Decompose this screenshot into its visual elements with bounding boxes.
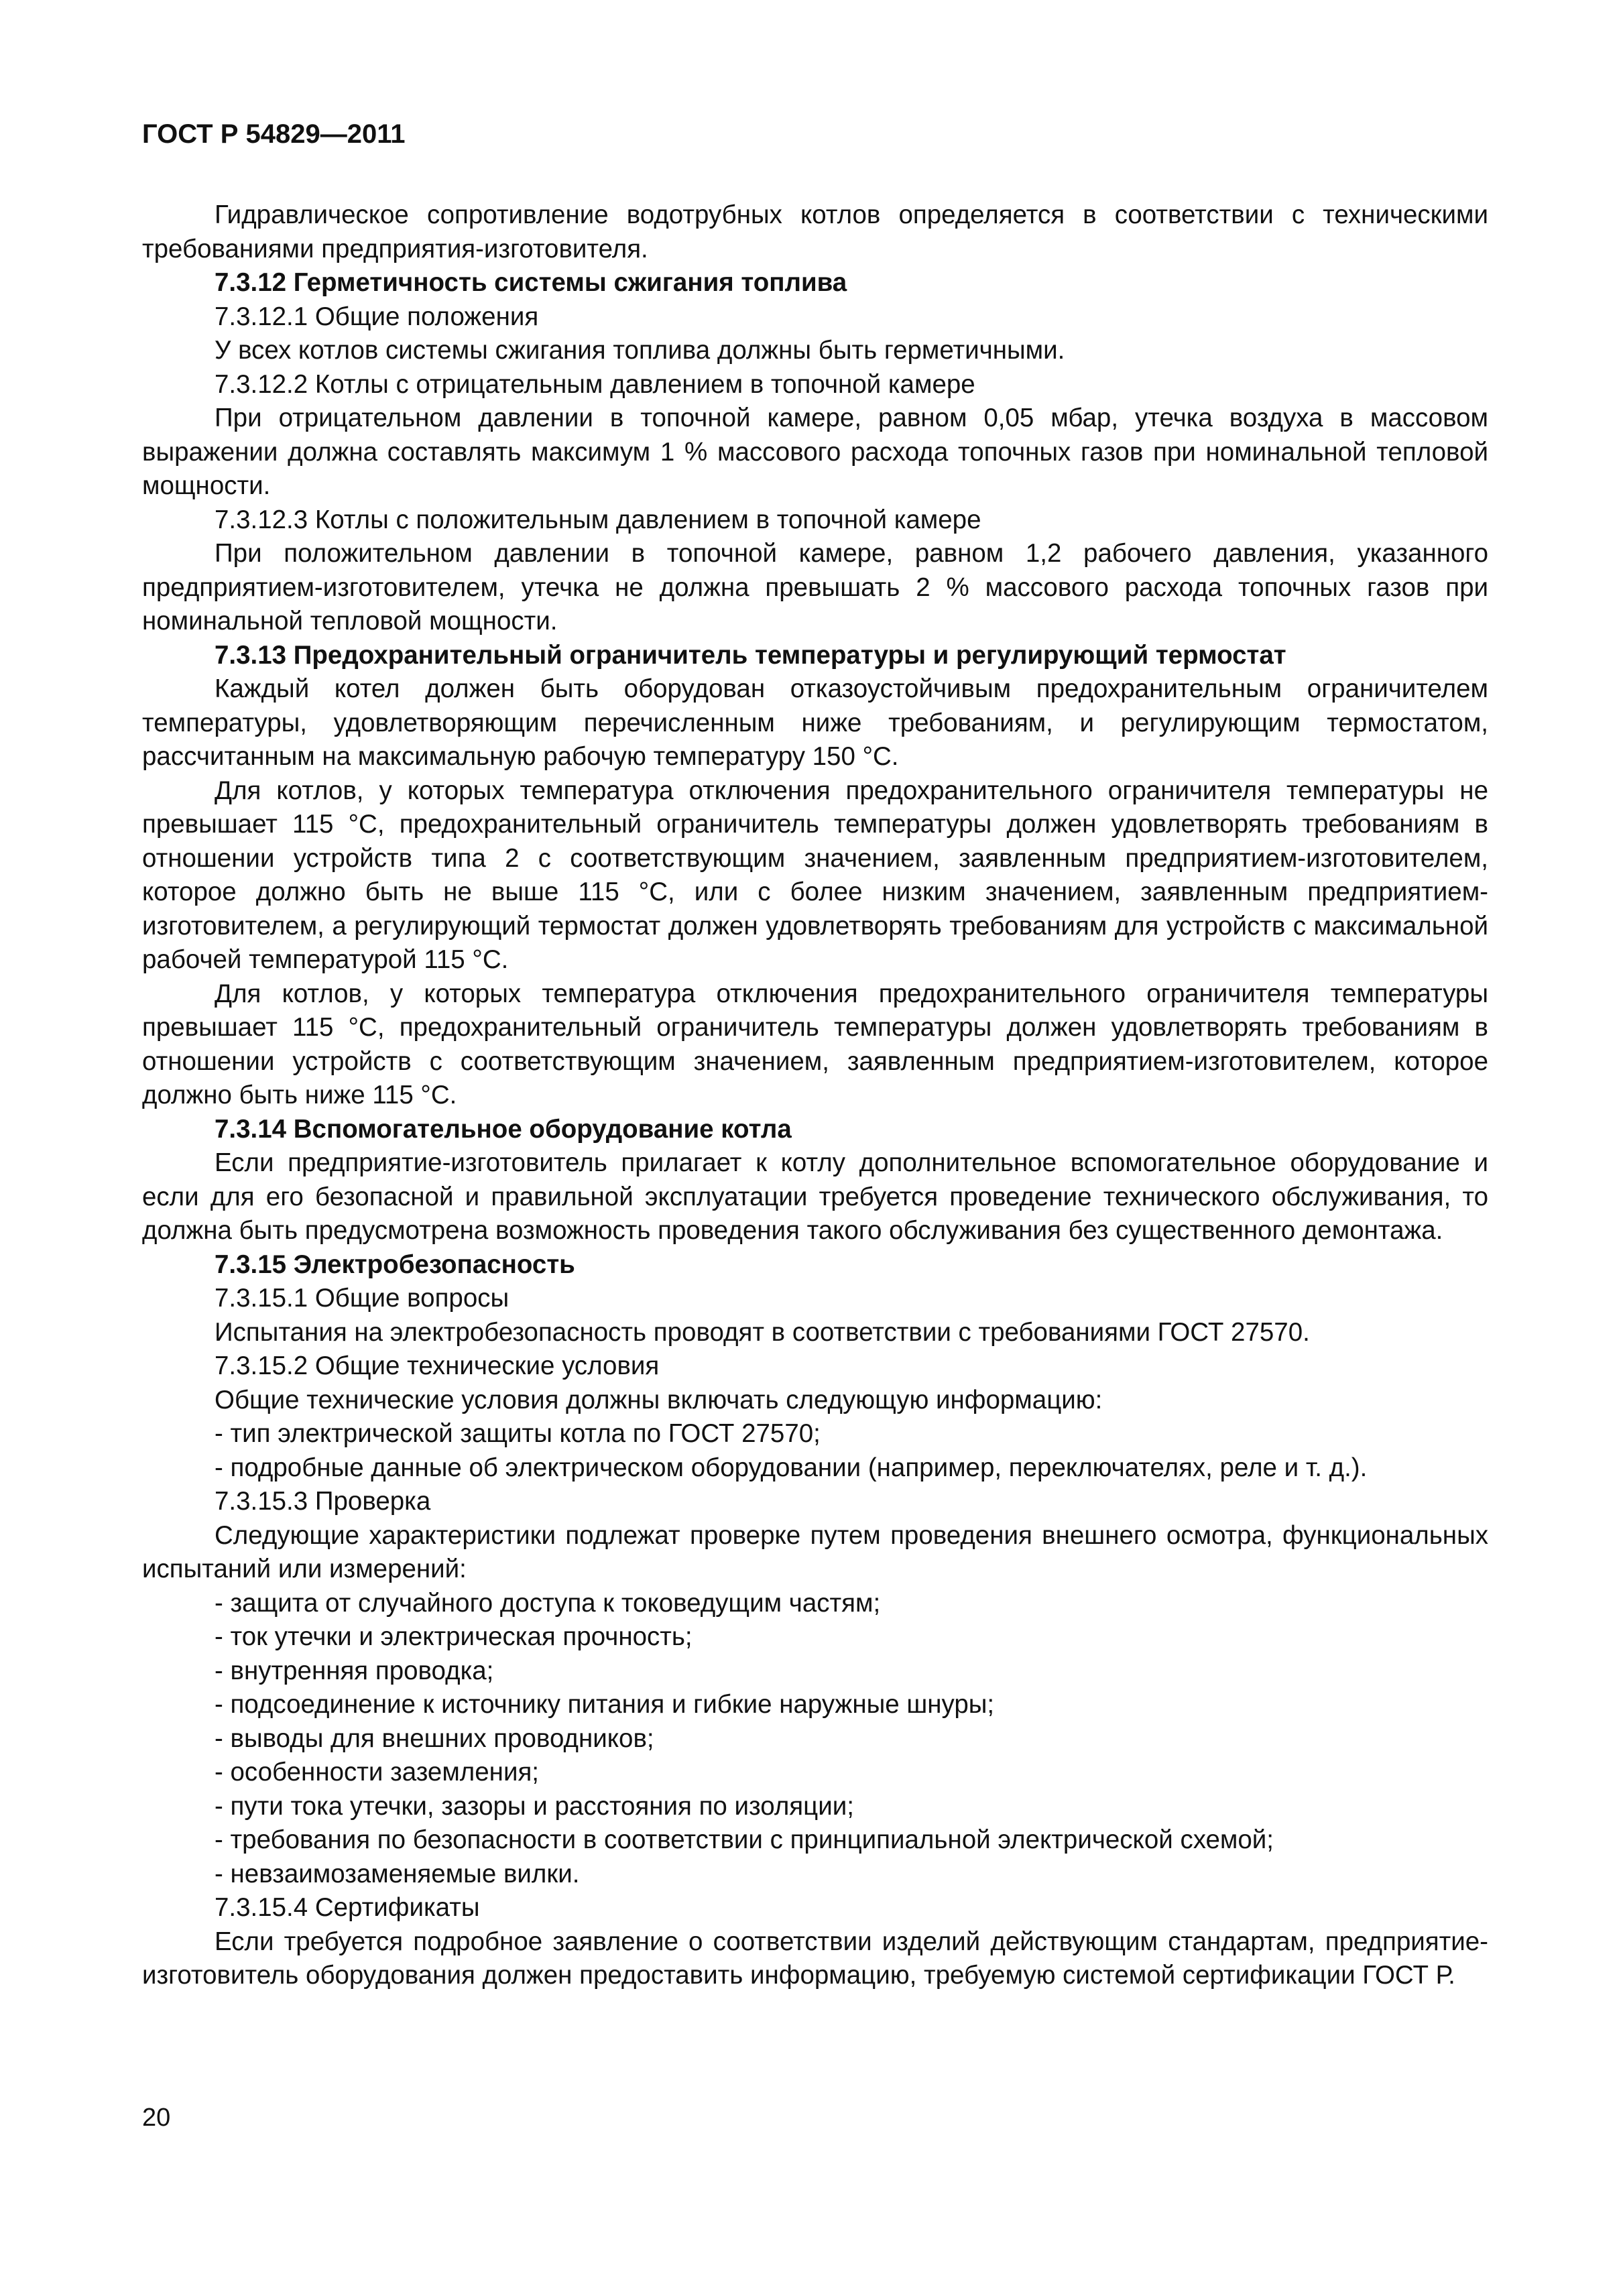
paragraph: При положительном давлении в топочной камере, равном 1,2 рабочего давления, указанного предприятием-изготовителем, утечка не должна превышать 2 % массового расхода топочных газов при номинальной тепловой мощности.	[142, 539, 1488, 636]
subsection-title: 7.3.15.1 Общие вопросы	[215, 1284, 509, 1313]
paragraph: Следующие характеристики подлежат проверке путем проведения внешнего осмотра, функциональных испытаний или измерений:	[142, 1520, 1488, 1583]
list-item: - пути тока утечки, зазоры и расстояния по изоляции;	[215, 1791, 854, 1821]
paragraph: Если предприятие-изготовитель прилагает к котлу дополнительное вспомогательное оборудование и если для его безопасной и правильной эксплуатации требуется проведение технического обслуживания, то должна быть предусмотрена возможность проведения такого обслуживания без существенного демонтажа.	[142, 1148, 1488, 1245]
list-item: - внутренняя проводка;	[215, 1656, 494, 1685]
document-body	[142, 198, 1488, 1993]
subsection-title: 7.3.15.2 Общие технические условия	[215, 1351, 660, 1380]
document-code-header: ГОСТ Р 54829—2011	[142, 119, 406, 149]
section-heading: 7.3.13 Предохранительный ограничитель температуры и регулирующий термостат	[215, 640, 1286, 670]
paragraph: Если требуется подробное заявление о соответствии изделий действующим стандартам, предприятие-изготовитель оборудования должен предоставить информацию, требуемую системой сертификации ГОСТ Р.	[142, 1927, 1488, 1990]
section-heading: 7.3.14 Вспомогательное оборудование котла	[215, 1114, 792, 1144]
paragraph: Гидравлическое сопротивление водотрубных котлов определяется в соответствии с техническими требованиями предприятия-изготовителя.	[142, 200, 1488, 263]
list-item: - выводы для внешних проводников;	[215, 1724, 654, 1753]
paragraph: Для котлов, у которых температура отключения предохранительного ограничителя температуры не превышает 115 °С, предохранительный ограничитель температуры должен удовлетворять требованиям в отношении устройств типа 2 с соответствующим значением, заявленным предприятием-изготовителем, которое должно быть не выше 115 °С, или с более низким значением, заявленным предприятием-изготовителем, а регулирующий термостат должен удовлетворять требованиям для устройств с максимальной рабочей температурой 115 °С.	[142, 776, 1488, 974]
subsection-title: 7.3.12.1 Общие положения	[215, 302, 539, 331]
paragraph: У всех котлов системы сжигания топлива должны быть герметичными.	[215, 336, 1065, 365]
paragraph: Для котлов, у которых температура отключения предохранительного ограничителя температуры превышает 115 °С, предохранительный ограничитель температуры должен удовлетворять требованиям в отношении устройств с соответствующим значением, заявленным предприятием-изготовителем, которое должно быть ниже 115 °С.	[142, 979, 1488, 1109]
paragraph: Общие технические условия должны включать следующую информацию:	[215, 1385, 1103, 1414]
paragraph: Испытания на электробезопасность проводят в соответствии с требованиями ГОСТ 27570.	[215, 1317, 1310, 1347]
subsection-title: 7.3.12.2 Котлы с отрицательным давлением в топочной камере	[215, 369, 975, 399]
list-item: - ток утечки и электрическая прочность;	[215, 1622, 693, 1651]
list-item: - подробные данные об электрическом оборудовании (например, переключателях, реле и т. д.).	[215, 1453, 1368, 1482]
list-item: - невзаимозаменяемые вилки.	[215, 1859, 580, 1888]
paragraph: Каждый котел должен быть оборудован отказоустойчивым предохранительным ограничителем температуры, удовлетворяющим перечисленным ниже требованиям, и регулирующим термостатом, рассчитанным на максимальную рабочую температуру 150 °С.	[142, 674, 1488, 771]
list-item: - требования по безопасности в соответствии с принципиальной электрической схемой;	[215, 1825, 1274, 1854]
subsection-title: 7.3.15.4 Сертификаты	[215, 1893, 480, 1922]
subsection-title: 7.3.12.3 Котлы с положительным давлением в топочной камере	[215, 505, 981, 534]
page-number: 20	[142, 2104, 171, 2132]
subsection-title: 7.3.15.3 Проверка	[215, 1487, 431, 1516]
list-item: - тип электрической защиты котла по ГОСТ 27570;	[215, 1419, 821, 1448]
list-item: - защита от случайного доступа к токоведущим частям;	[215, 1588, 881, 1618]
list-item: - особенности заземления;	[215, 1758, 539, 1787]
paragraph: При отрицательном давлении в топочной камере, равном 0,05 мбар, утечка воздуха в массовом выражении должна составлять максимум 1 % массового расхода топочных газов при номинальной тепловой мощности.	[142, 404, 1488, 500]
section-heading: 7.3.12 Герметичность системы сжигания топлива	[215, 268, 847, 297]
list-item: - подсоединение к источнику питания и гибкие наружные шнуры;	[215, 1690, 995, 1719]
section-heading: 7.3.15 Электробезопасность	[215, 1250, 575, 1279]
